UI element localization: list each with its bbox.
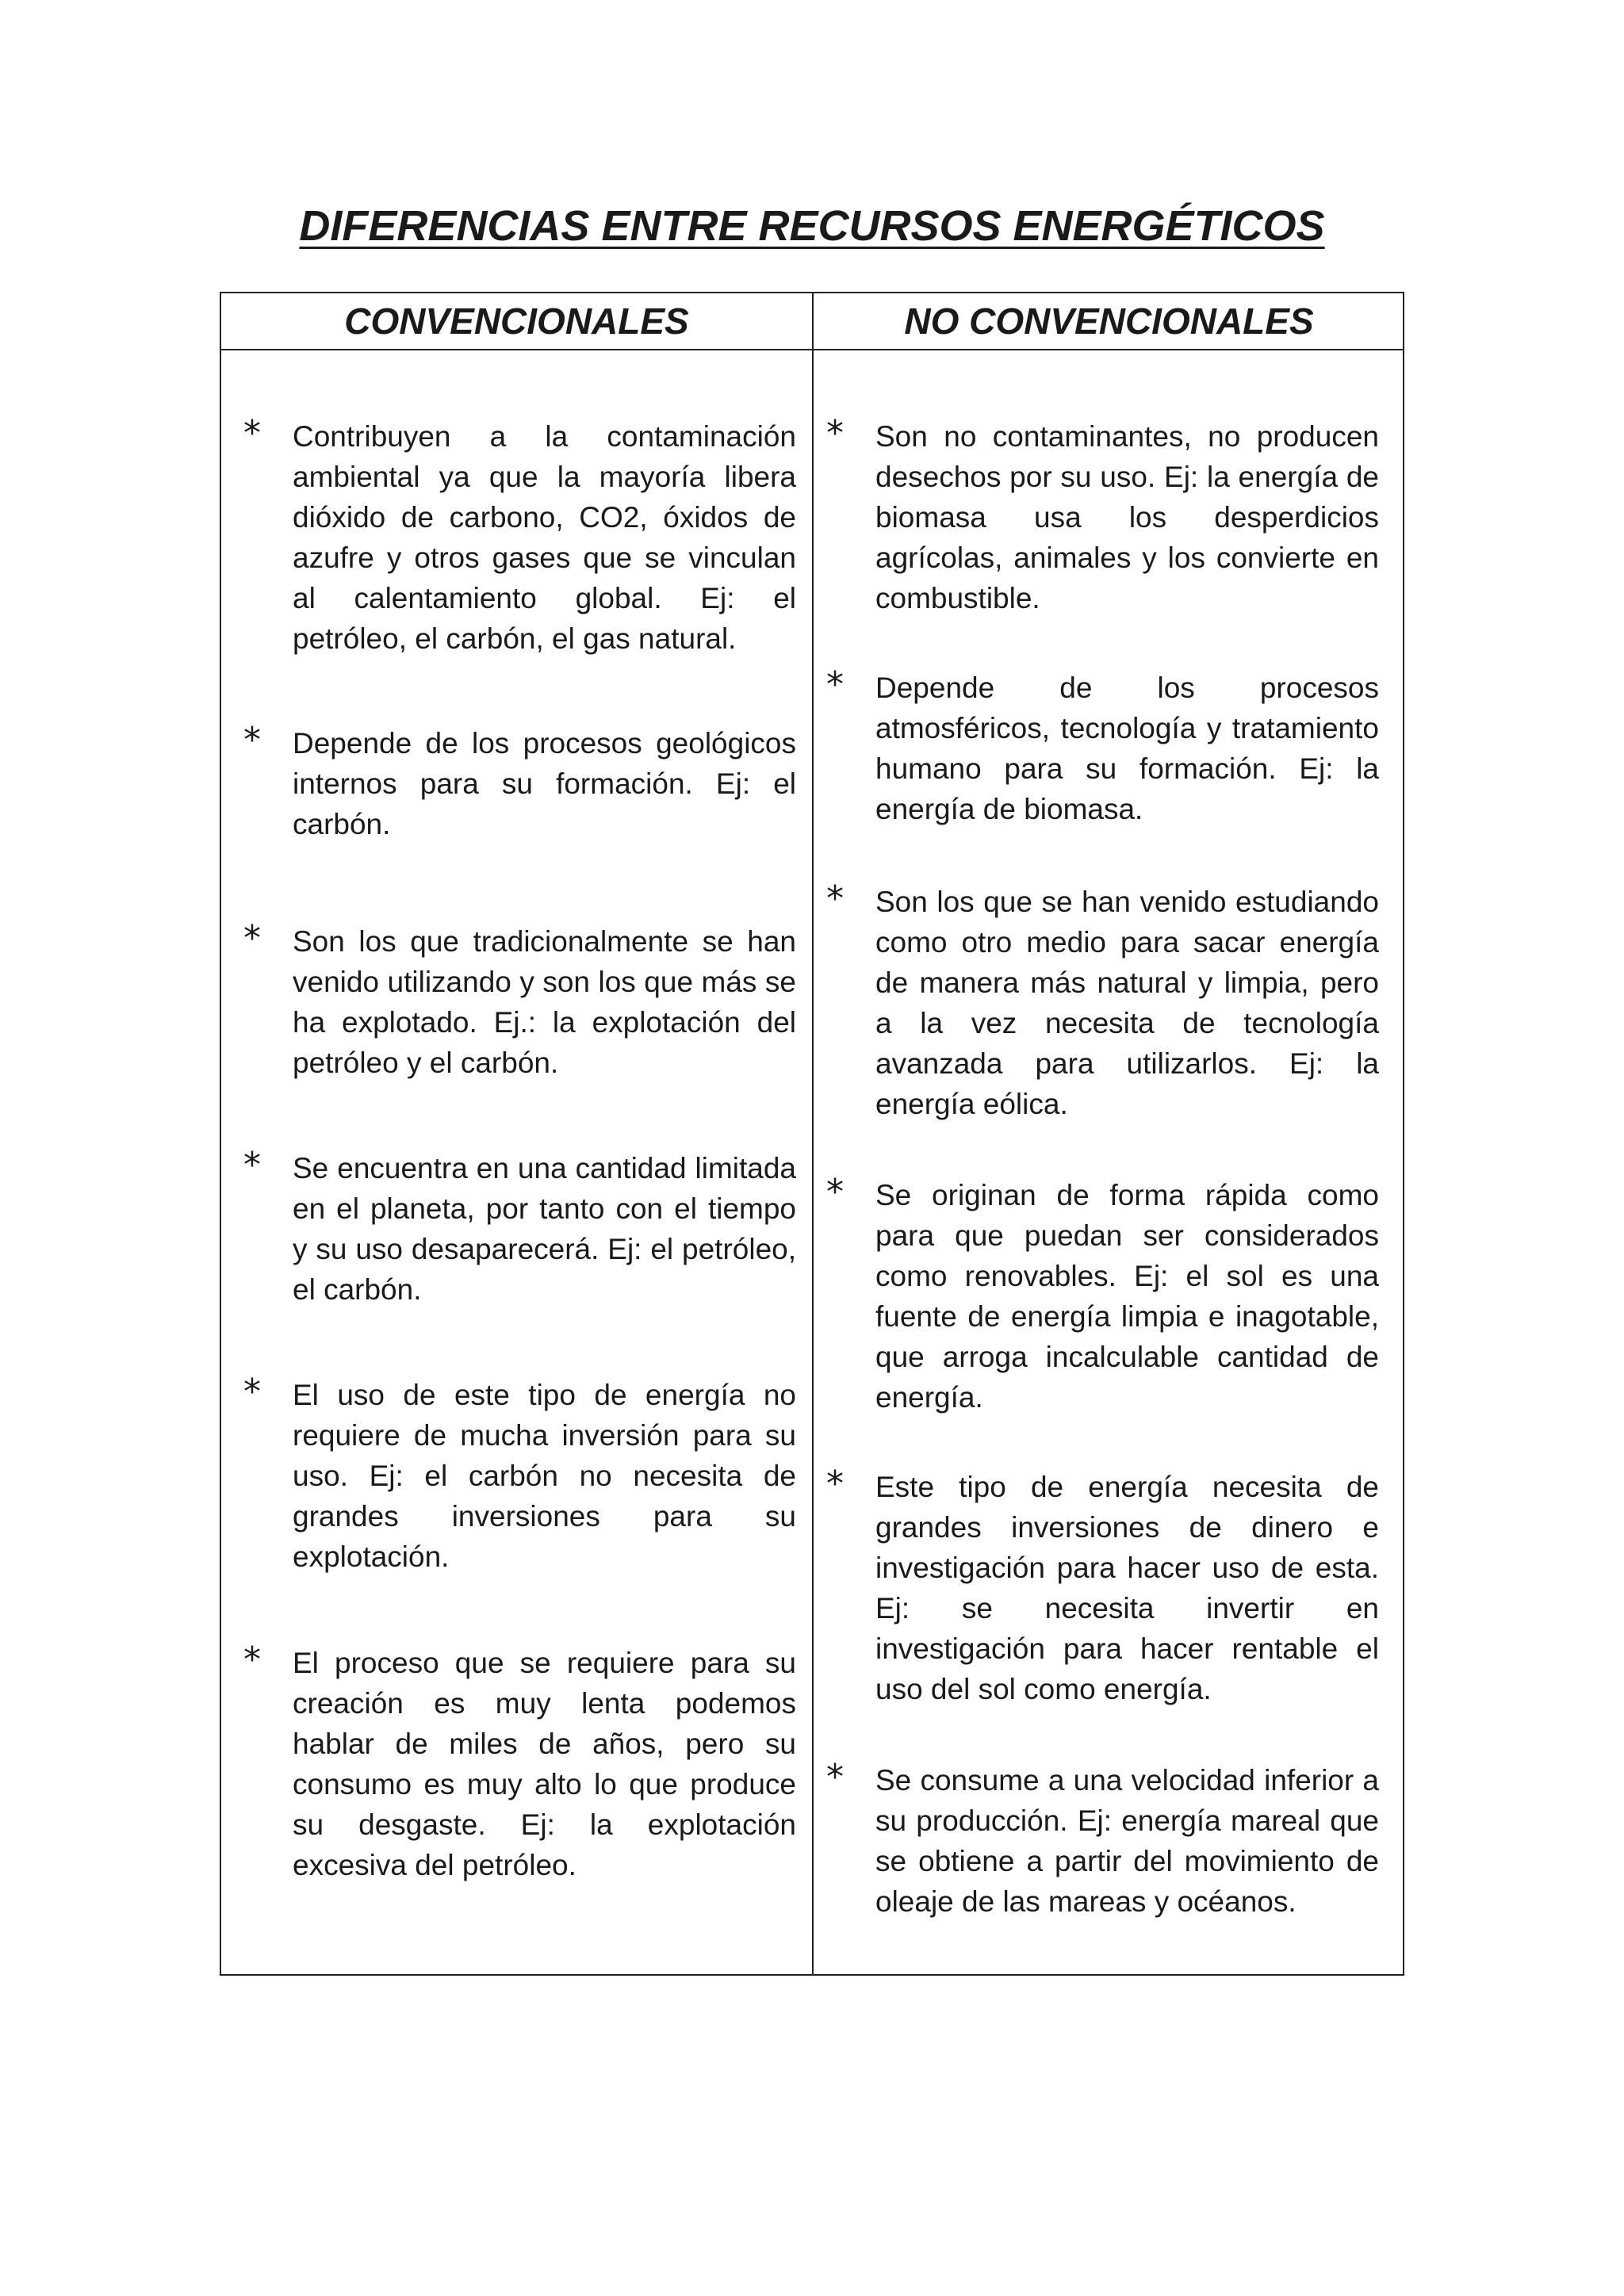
- asterisk-bullet-icon: *: [826, 1172, 844, 1212]
- header-convencionales: CONVENCIONALES: [344, 300, 689, 342]
- asterisk-bullet-icon: *: [826, 1757, 844, 1797]
- convencional-item-text: Contribuyen a la contaminación ambiental ya que la mayoría libera dióxido de carbono, CO2, óxidos de azufre y otros gases que se vinculan al calentamiento global. Ej: el petróleo, el carbón, el gas natural.: [293, 420, 796, 655]
- comparison-table: [220, 292, 1404, 1976]
- asterisk-bullet-icon: *: [243, 1640, 261, 1680]
- no-convencional-item-text: Se originan de forma rápida como para que puedan ser considerados como renovables. Ej: el sol es una fuente de energía limpia e inagotable, que arroga incalculable cantidad de energía.: [875, 1179, 1379, 1414]
- no-convencional-item-2: [826, 664, 1379, 829]
- no-convencional-item-4: [826, 1172, 1379, 1418]
- no-convencional-item-1: [826, 413, 1379, 618]
- convencional-item-text: El uso de este tipo de energía no requiere de mucha inversión para su uso. Ej: el carbón no necesita de grandes inversiones para su explotación.: [293, 1379, 796, 1573]
- asterisk-bullet-icon: *: [826, 413, 844, 453]
- header-no-convencionales: NO CONVENCIONALES: [904, 300, 1314, 342]
- asterisk-bullet-icon: *: [243, 1145, 261, 1185]
- convencional-item-1: [243, 413, 796, 659]
- no-convencional-item-text: Este tipo de energía necesita de grandes inversiones de dinero e investigación para hacer uso de esta. Ej: se necesita invertir en investigación para hacer rentable el uso del sol como energía.: [875, 1471, 1379, 1705]
- page-title-text: DIFERENCIAS ENTRE RECURSOS ENERGÉTICOS: [299, 202, 1325, 250]
- asterisk-bullet-icon: *: [826, 1464, 844, 1504]
- asterisk-bullet-icon: *: [243, 413, 261, 453]
- asterisk-bullet-icon: *: [243, 1372, 261, 1412]
- convencional-item-6: [243, 1640, 796, 1885]
- asterisk-bullet-icon: *: [826, 878, 844, 919]
- no-convencional-item-text: Son los que se han venido estudiando como otro medio para sacar energía de manera más natural y limpia, pero a la vez necesita de tecnología avanzada para utilizarlos. Ej: la energía eólica.: [875, 886, 1379, 1120]
- asterisk-bullet-icon: *: [243, 918, 261, 959]
- no-convencional-item-6: [826, 1757, 1379, 1922]
- convencional-item-text: Son los que tradicionalmente se han venido utilizando y son los que más se ha explotado. Ej.: la explotación del petróleo y el carbón.: [293, 925, 796, 1079]
- convencional-item-4: [243, 1145, 796, 1310]
- convencional-item-2: [243, 720, 796, 844]
- asterisk-bullet-icon: *: [826, 664, 844, 705]
- convencional-item-text: El proceso que se requiere para su creación es muy lenta podemos hablar de miles de años, pero su consumo es muy alto lo que produce su desgaste. Ej: la explotación excesiva del petróleo.: [293, 1647, 796, 1881]
- convencional-item-5: [243, 1372, 796, 1577]
- no-convencional-item-text: Son no contaminantes, no producen desechos por su uso. Ej: la energía de biomasa usa los desperdicios agrícolas, animales y los convierte en combustible.: [875, 420, 1379, 614]
- no-convencional-item-text: Depende de los procesos atmosféricos, tecnología y tratamiento humano para su formación. Ej: la energía de biomasa.: [875, 672, 1379, 825]
- asterisk-bullet-icon: *: [243, 720, 261, 760]
- no-convencional-item-3: [826, 878, 1379, 1124]
- table-header-row: [221, 293, 1403, 350]
- convencional-item-text: Depende de los procesos geológicos internos para su formación. Ej: el carbón.: [293, 727, 796, 840]
- no-convencional-item-5: [826, 1464, 1379, 1709]
- column-divider: [812, 293, 814, 1974]
- convencional-item-3: [243, 918, 796, 1083]
- no-convencional-item-text: Se consume a una velocidad inferior a su producción. Ej: energía mareal que se obtiene a partir del movimiento de oleaje de las mareas y océanos.: [875, 1764, 1379, 1918]
- convencional-item-text: Se encuentra en una cantidad limitada en el planeta, por tanto con el tiempo y su uso desaparecerá. Ej: el petróleo, el carbón.: [293, 1152, 796, 1306]
- page-title: [0, 198, 1624, 254]
